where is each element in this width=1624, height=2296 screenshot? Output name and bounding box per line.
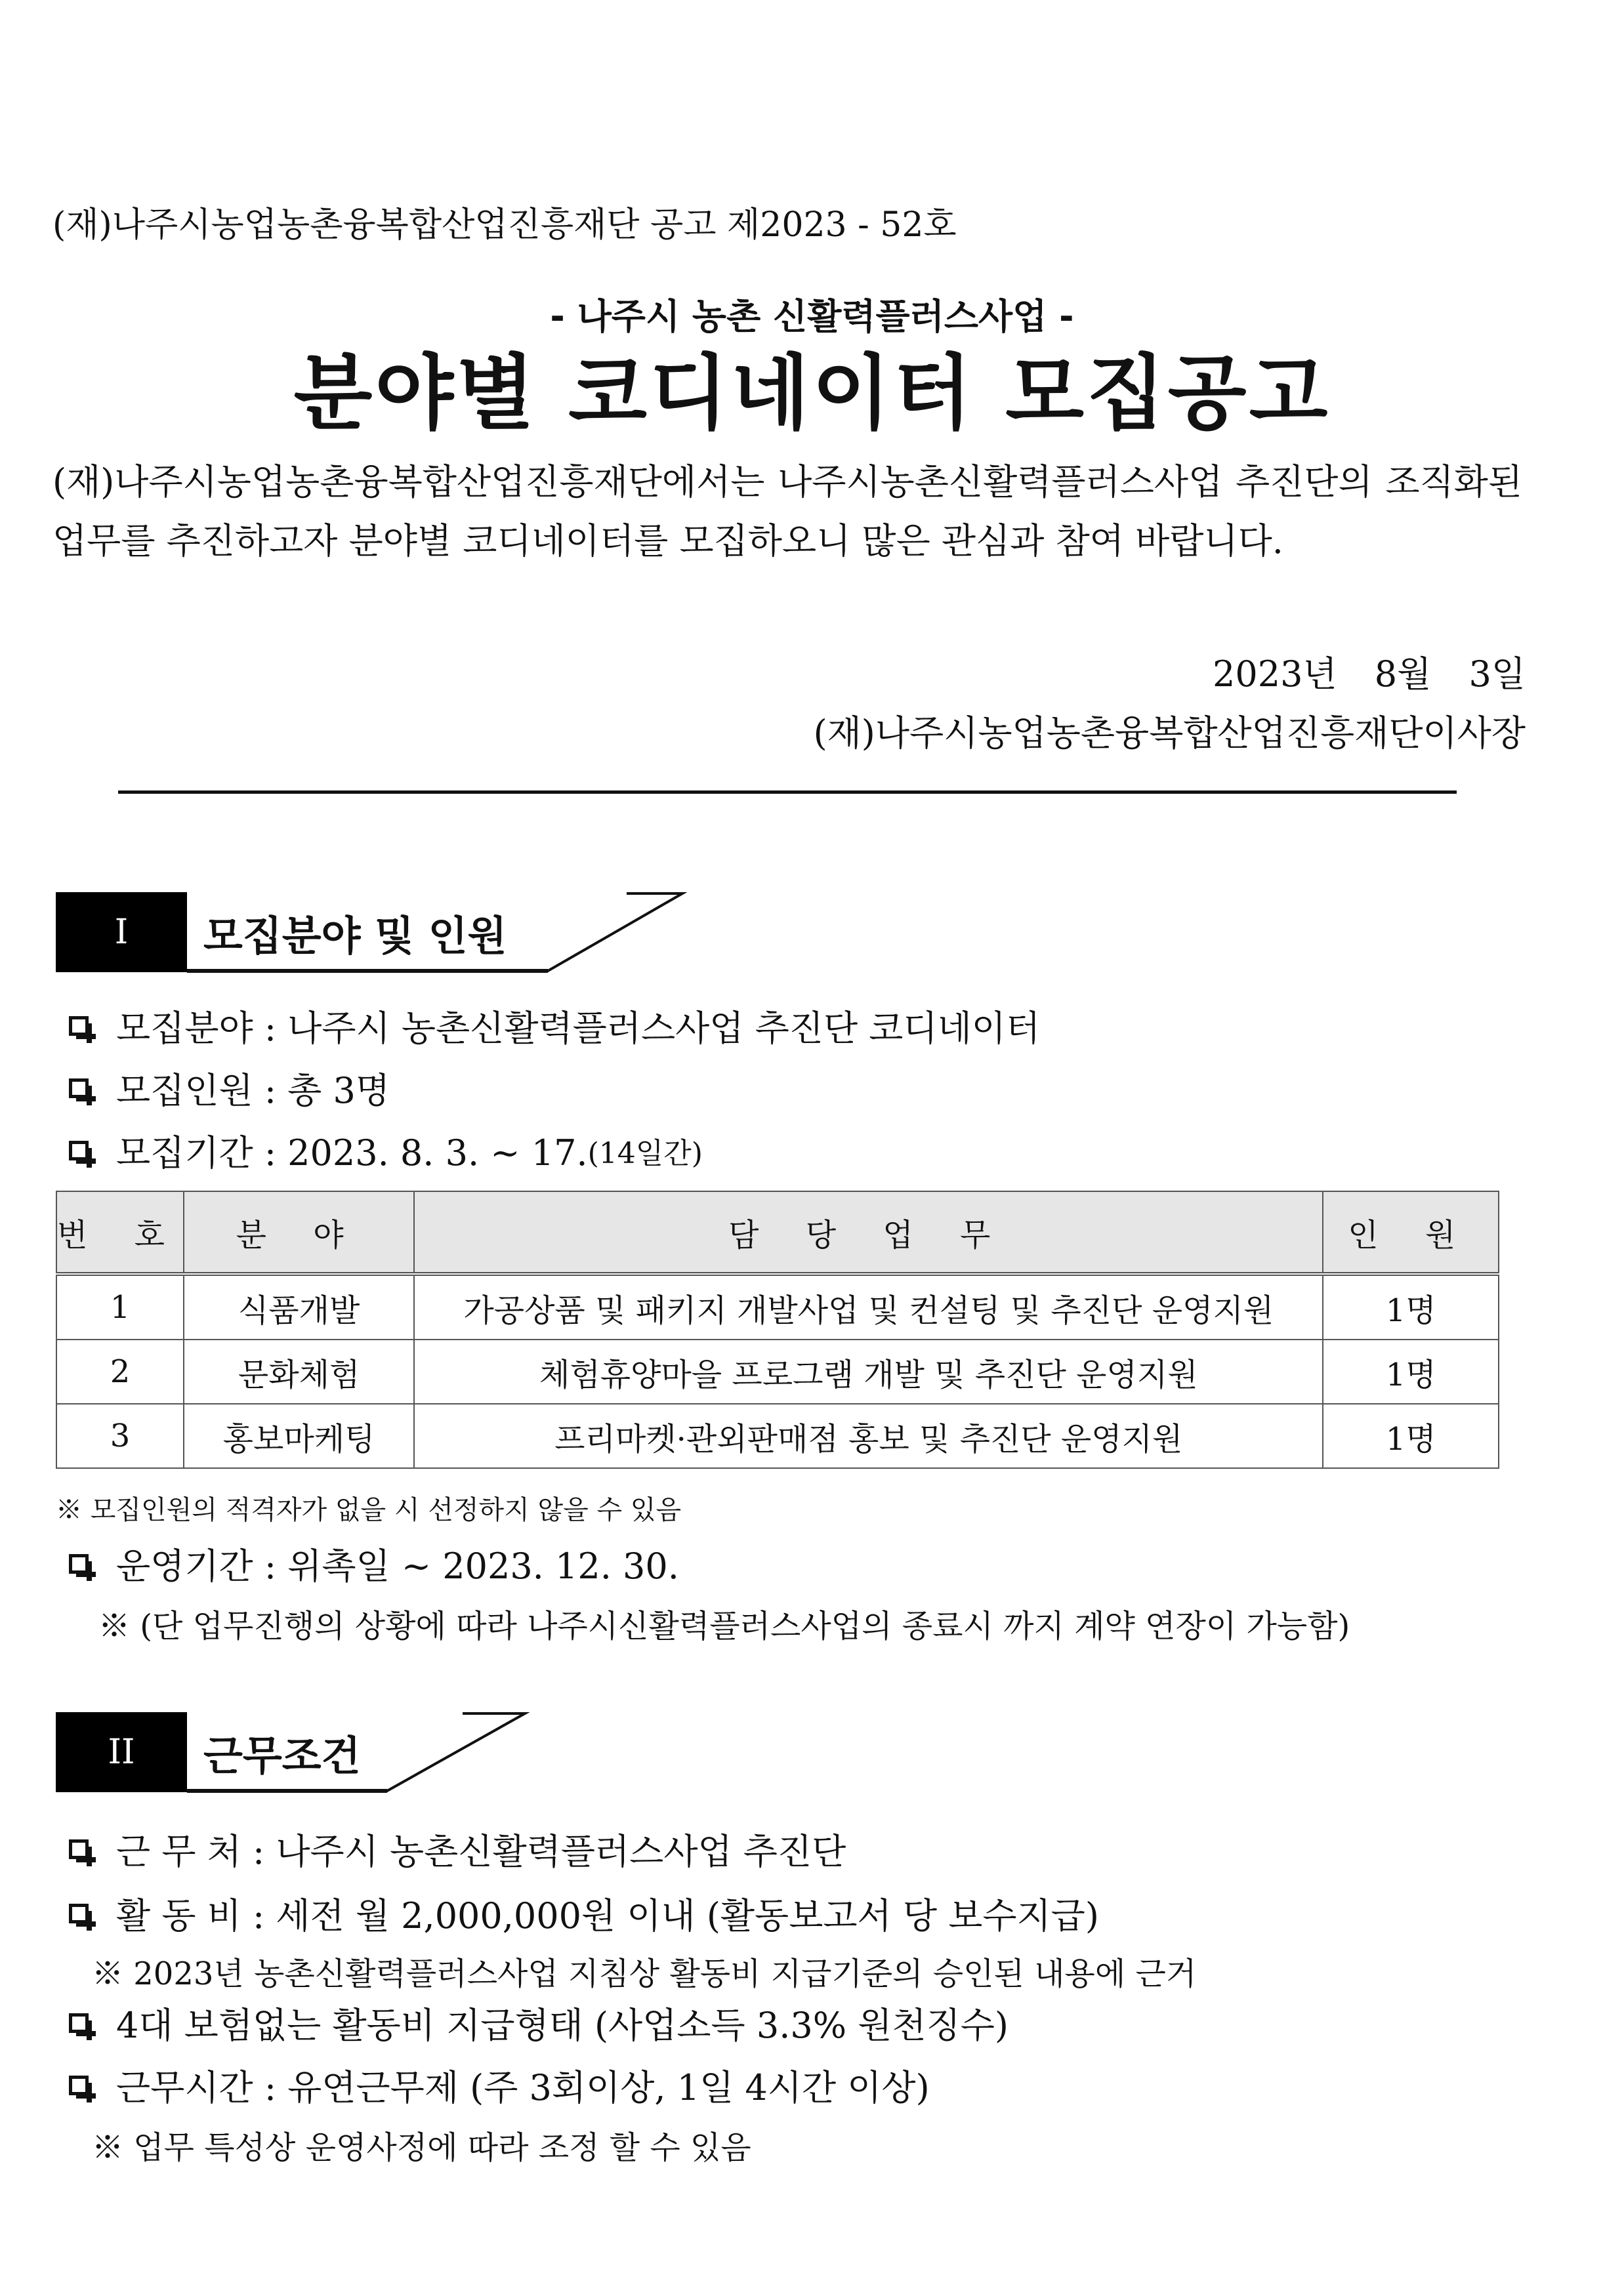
column-header: 담 당 업 무 <box>414 1191 1323 1274</box>
workplace: 근 무 처 : 나주시 농촌신활력플러스사업 추진단 <box>116 1831 846 1872</box>
table-cell: 1명 <box>1323 1340 1499 1404</box>
operation-note: ※ (단 업무진행의 상황에 따라 나주시신활력플러스사업의 종료시 까지 계약 연장이 가능함) <box>98 1608 1350 1645</box>
table-cell: 1 <box>56 1274 184 1340</box>
table-cell: 1명 <box>1323 1274 1499 1340</box>
section-2-number: II <box>56 1712 187 1792</box>
list-item <box>69 1125 703 1176</box>
header-divider <box>118 790 1457 794</box>
section-1-title: 모집분야 및 인원 <box>203 911 507 960</box>
checkbox-bullet-icon <box>69 2076 89 2095</box>
subtitle: - 나주시 농촌 신활력플러스사업 - <box>550 296 1074 337</box>
intro-paragraph: (재)나주시농업농촌융복합산업진흥재단에서는 나주시농촌신활력플러스사업 추진단의 조직화된 업무를 추진하고자 분야별 코디네이터를 모집하오니 많은 관심과 참여 바랍니다. <box>52 461 1522 562</box>
table-cell: 홍보마케팅 <box>184 1404 414 1468</box>
checkbox-bullet-icon <box>69 1904 89 1923</box>
working-hours: 근무시간 : 유연근무제 (주 3회이상, 1일 4시간 이상) <box>116 2067 930 2108</box>
recruit-period: 모집기간 : 2023. 8. 3. ~ 17. <box>116 1132 588 1174</box>
issuer-name: (재)나주시농업농촌융복합산업진흥재단이사장 <box>813 712 1526 754</box>
table-cell: 문화체험 <box>184 1340 414 1404</box>
checkbox-bullet-icon <box>69 1016 89 1036</box>
checkbox-bullet-icon <box>69 1141 89 1160</box>
section-1-number: I <box>56 892 187 972</box>
column-header: 분 야 <box>184 1191 414 1274</box>
activity-fee: 활 동 비 : 세전 월 2,000,000원 이내 (활동보고서 당 보수지급) <box>116 1895 1099 1937</box>
table-cell: 프리마켓·관외판매점 홍보 및 추진단 운영지원 <box>414 1404 1323 1468</box>
table-row <box>56 1274 1499 1340</box>
payment-type: 4대 보험없는 활동비 지급형태 (사업소득 3.3% 원천징수) <box>116 2005 1009 2046</box>
list-item <box>69 1000 1040 1051</box>
table-cell: 3 <box>56 1404 184 1468</box>
checkbox-bullet-icon <box>69 1554 89 1574</box>
recruit-period-days: (14일간) <box>587 1136 703 1170</box>
table-row <box>56 1340 1499 1404</box>
list-item <box>69 1888 1099 1938</box>
checkbox-bullet-icon <box>69 1078 89 1098</box>
working-hours-note: ※ 업무 특성상 운영사정에 따라 조정 할 수 있음 <box>92 2129 751 2166</box>
column-header: 인 원 <box>1323 1191 1499 1274</box>
activity-fee-note: ※ 2023년 농촌신활력플러스사업 지침상 활동비 지급기준의 승인된 내용에 근거 <box>92 1956 1197 1992</box>
page-title: 분야별 코디네이터 모집공고 <box>293 346 1331 441</box>
table-note: ※ 모집인원의 적격자가 없을 시 선정하지 않을 수 있음 <box>56 1495 682 1525</box>
table-cell: 가공상품 및 패키지 개발사업 및 컨설팅 및 추진단 운영지원 <box>414 1274 1323 1340</box>
announcement-date: 2023년 8월 3일 <box>1213 653 1526 695</box>
recruit-field: 모집분야 : 나주시 농촌신활력플러스사업 추진단 코디네이터 <box>116 1008 1041 1049</box>
operation-period: 운영기간 : 위촉일 ~ 2023. 12. 30. <box>116 1546 679 1587</box>
table-cell: 체험휴양마을 프로그램 개발 및 추진단 운영지원 <box>414 1340 1323 1404</box>
table-cell: 1명 <box>1323 1404 1499 1468</box>
list-item <box>69 1998 1009 2048</box>
section-1-header <box>56 892 686 972</box>
list-item <box>69 2060 930 2110</box>
list-item <box>69 1063 390 1113</box>
checkbox-bullet-icon <box>69 1839 89 1859</box>
notice-number: (재)나주시농업농촌융복합산업진흥재단 공고 제2023 - 52호 <box>52 205 957 245</box>
section-2-header <box>56 1712 528 1792</box>
checkbox-bullet-icon <box>69 2013 89 2033</box>
list-item <box>69 1538 679 1589</box>
column-header: 번 호 <box>56 1191 184 1274</box>
recruit-count: 모집인원 : 총 3명 <box>116 1070 390 1111</box>
list-item <box>69 1824 846 1874</box>
recruitment-table <box>56 1191 1499 1469</box>
table-header-row <box>56 1191 1499 1274</box>
table-cell: 식품개발 <box>184 1274 414 1340</box>
table-row <box>56 1404 1499 1468</box>
table-cell: 2 <box>56 1340 184 1404</box>
section-2-title: 근무조건 <box>203 1731 361 1780</box>
